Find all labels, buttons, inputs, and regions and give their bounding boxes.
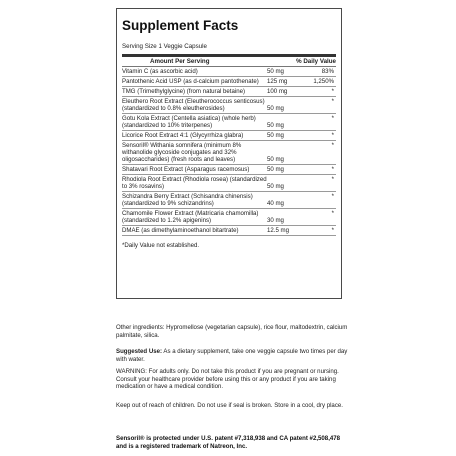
table-row: Eleuthero Root Extract (Eleutherococcus senticosus) (standardized to 0.8% eleutherosides) 50 mg *: [122, 98, 334, 112]
table-row: DMAE (as dimethylaminoethanol bitartrate) 12.5 mg *: [122, 227, 334, 234]
dv-header: % Daily Value: [296, 58, 336, 65]
suggested-use-text: As a dietary supplement, take one veggie capsule two times per day with water.: [116, 348, 348, 363]
storage-text: Keep out of reach of children. Do not use if seal is broken. Store in a cool, dry place.: [116, 402, 343, 409]
table-header: [122, 57, 336, 67]
panel-title: Supplement Facts: [122, 18, 239, 33]
table-row: Vitamin C (as ascorbic acid) 50 mg 83%: [122, 68, 334, 75]
table-row: Chamomile Flower Extract (Matricaria chamomilla) (standardized to 1.2% apigenins) 30 mg *: [122, 210, 334, 224]
warning-text: WARNING: For adults only. Do not take this product if you are pregnant or nursing. Consult your healthcare provider before using this or any product if you are taking medication or have a medical condition.: [116, 368, 339, 390]
amount-header: Amount Per Serving: [150, 58, 210, 65]
other-ingredients: Other ingredients: Hypromellose (vegetarian capsule), rice flour, maltodextrin, calcium palmitate, silica.: [116, 324, 348, 339]
table-row: TMG (Trimethylglycine) (from natural betaine) 100 mg *: [122, 88, 334, 95]
table-row: Schizandra Berry Extract (Schisandra chinensis) (standardized to 9% schizandrins) 40 mg *: [122, 193, 334, 207]
table-row: Shatavari Root Extract (Asparagus racemosus) 50 mg *: [122, 166, 334, 173]
suggested-use-label: Suggested Use:: [116, 348, 163, 355]
daily-value-footnote: *Daily Value not established.: [122, 242, 200, 249]
serving-size: Serving Size 1 Veggie Capsule: [122, 43, 207, 50]
sensoril-patent-note: Sensoril® is protected under U.S. patent #7,318,938 and CA patent #2,508,478 and is a registered trademark of Natreon, Inc.: [116, 435, 341, 450]
table-row: Sensoril® Withania somnifera (minimum 8% withanolide glycoside conjugates and 32% oligosaccharides) (fresh roots and leaves) 50 mg *: [122, 142, 334, 163]
suggested-use: [116, 348, 348, 363]
supplement-facts-panel: [116, 8, 342, 299]
table-row: Licorice Root Extract 4:1 (Glycyrrhiza glabra) 50 mg *: [122, 132, 334, 139]
table-row: Rhodiola Root Extract (Rhodiola rosea) (standardized to 3% rosavins) 50 mg *: [122, 176, 334, 190]
table-row: Pantothenic Acid USP (as d-calcium pantothenate) 125 mg 1,250%: [122, 78, 334, 85]
table-row: Gotu Kola Extract (Centella asiatica) (whole herb) (standardized to 10% triterpenes) 50 mg *: [122, 115, 334, 129]
